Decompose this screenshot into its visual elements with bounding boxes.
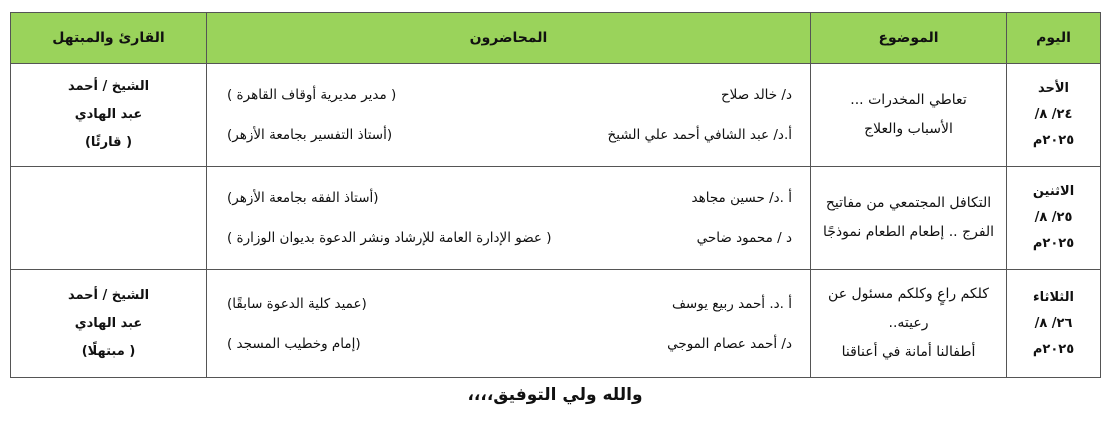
day-name: الأحد <box>1037 81 1069 96</box>
reader-cell <box>11 270 207 378</box>
header-day: اليوم <box>1007 13 1101 64</box>
lecturer-title: ( مدير مديرية أوقاف القاهرة ) <box>227 87 397 103</box>
topic-line: الفرج .. إطعام الطعام نموذجًا <box>822 224 995 240</box>
table-row <box>11 167 1101 270</box>
closing-text: والله ولي التوفيق،،،، <box>467 385 643 405</box>
topic-cell <box>811 270 1007 378</box>
topic-line: رعيته.. <box>888 315 929 331</box>
lecturer-name: د/ خالد صلاح <box>720 87 792 103</box>
reader-line: ( مبتهلًا) <box>81 343 136 359</box>
lecturer-name: د / محمود ضاحي <box>696 230 792 246</box>
topic-line: كلكم راعٍ وكلكم مسئول عن <box>828 286 989 302</box>
topic-cell <box>811 64 1007 167</box>
day-date: ٢٦/ ٨/ ٢٠٢٥م <box>1032 315 1075 357</box>
reader-line: الشيخ / أحمد <box>67 287 150 303</box>
lecturer-title: ( عضو الإدارة العامة للإرشاد ونشر الدعوة بديوان الوزارة ) <box>227 230 552 246</box>
topic-line: تعاطي المخدرات ... <box>850 92 967 108</box>
lecturer-title: (إمام وخطيب المسجد ) <box>227 335 361 352</box>
day-name: الاثنين <box>1032 184 1075 199</box>
topic-cell <box>811 167 1007 270</box>
lecturer-name: أ .د. أحمد ربيع يوسف <box>671 295 792 312</box>
header-topic: الموضوع <box>811 13 1007 64</box>
header-reader: القارئ والمبتهل <box>11 13 207 64</box>
reader-line: عبد الهادي <box>74 107 143 122</box>
table-row <box>11 270 1101 378</box>
lecturer-title: (عميد كلية الدعوة سابقًا) <box>227 295 367 312</box>
day-date: ٢٥/ ٨/ ٢٠٢٥م <box>1032 210 1075 251</box>
day-cell <box>1007 167 1101 270</box>
lecturer-entry <box>217 289 800 319</box>
lecturer-name: د/ أحمد عصام الموجي <box>667 335 792 352</box>
day-name: الثلاثاء <box>1033 289 1074 305</box>
lecturer-entry <box>217 80 800 110</box>
reader-line: الشيخ / أحمد <box>67 79 150 94</box>
day-cell <box>1007 270 1101 378</box>
lecturer-entry <box>217 223 800 253</box>
lecturers-cell <box>207 270 811 378</box>
reader-line: ( قارئًا) <box>84 135 133 150</box>
lecturer-entry <box>217 329 800 359</box>
table-header-row <box>11 13 1101 64</box>
reader-cell-empty <box>11 167 207 270</box>
day-date: ٢٤/ ٨/ ٢٠٢٥م <box>1032 107 1075 148</box>
day-cell <box>1007 64 1101 167</box>
reader-line: عبد الهادي <box>74 315 143 331</box>
header-lecturers: المحاضرون <box>207 13 811 64</box>
table-row <box>11 64 1101 167</box>
reader-cell <box>11 64 207 167</box>
schedule-table <box>10 12 1101 378</box>
lecturer-name: أ .د/ حسين مجاهد <box>691 190 792 206</box>
lecturer-title: (أستاذ الفقه بجامعة الأزهر) <box>227 190 379 206</box>
topic-line: الأسباب والعلاج <box>864 121 953 137</box>
lecturers-cell <box>207 167 811 270</box>
lecturer-entry <box>217 120 800 150</box>
schedule-sheet <box>10 12 1100 378</box>
lecturer-title: (أستاذ التفسير بجامعة الأزهر) <box>227 127 393 143</box>
lecturer-name: أ.د/ عبد الشافي أحمد علي الشيخ <box>607 127 792 143</box>
topic-line: أطفالنا أمانة في أعناقنا <box>841 344 976 360</box>
lecturers-cell <box>207 64 811 167</box>
lecturer-entry <box>217 183 800 213</box>
topic-line: التكافل المجتمعي من مفاتيح <box>825 195 992 211</box>
